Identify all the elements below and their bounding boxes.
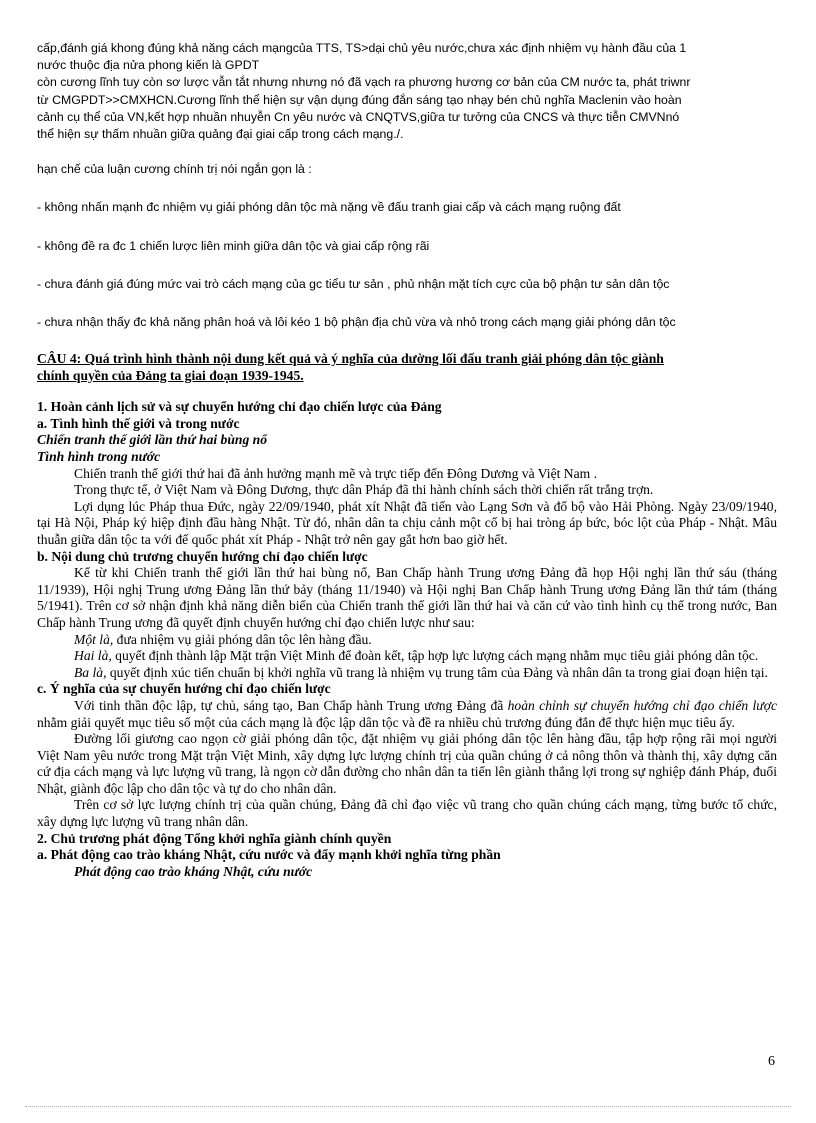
text-run: nhằm giải quyết mục tiêu số một của cách mạng là độc lập dân tộc và đề ra nhiều chủ trương đúng đắn để thực hiện mục tiêu ấy. xyxy=(37,714,735,730)
body-paragraph: Trong thực tế, ở Việt Nam và Đông Dương, thực dân Pháp đã thi hành chính sách thời chiến rất trắng trợn. xyxy=(74,482,654,498)
body-paragraph: Chiến tranh thế giới thứ hai đã ảnh hưởng mạnh mẽ và trực tiếp đến Đông Dương và Việt Nam . xyxy=(74,465,597,481)
list-item xyxy=(37,665,777,682)
body-paragraph: Lợi dụng lúc Pháp thua Đức, ngày 22/09/1940, phát xít Nhật đã tiến vào Lạng Sơn và đổ bộ vào Hải Phòng. Ngày 23/09/1940, tại Hà Nội, Pháp ký hiệp định đầu hàng Nhật. Từ đó, nhân dân ta chịu cảnh một cổ bị hai tròng áp bức, bóc lột của Pháp - Nhật. Mâu thuẫn giữa dân tộc ta với đế quốc phát xít Pháp - Nhật trở nên gay gắt hơn bao giờ hết. xyxy=(37,498,777,547)
limits-heading: hạn chế của luận cương chính trị nói ngắn gọn là : xyxy=(37,162,312,177)
body-paragraph xyxy=(37,698,777,731)
section-1 xyxy=(37,399,777,880)
body-paragraph: Kể từ khi Chiến tranh thế giới lần thứ hai bùng nổ, Ban Chấp hành Trung ương Đảng đã họp Hội nghị lần thứ sáu (tháng 11/1939), Hội nghị Trung ương Đảng lần thứ bảy (tháng 11/1940) và Hội nghị Ban Chấp hành Trung ương Đảng lần thứ tám (tháng 5/1941). Trên cơ sở nhận định khả năng diễn biến của Chiến tranh thế giới lần thứ hai và căn cứ vào tình hình cụ thể trong nước, Ban Chấp hành Trung ương đã quyết định chuyển hướng chỉ đạo chiến lược như sau: xyxy=(37,565,777,630)
page-number: 6 xyxy=(768,1054,775,1069)
list-text: đưa nhiệm vụ giải phóng dân tộc lên hàng đầu. xyxy=(113,631,372,647)
list-lead: Ba là, xyxy=(74,664,107,680)
limit-item: - chưa nhận thấy đc khả năng phân hoá và lôi kéo 1 bộ phận địa chủ vừa và nhỏ trong cách mạng giải phóng dân tộc xyxy=(37,315,676,330)
intro-line: cảnh cụ thể của VN,kết hợp nhuần nhuyễn Cn yêu nước và CNQTVS,giữa tư tưởng của CNCS và thực tiễn CMVNnó xyxy=(37,109,680,124)
text-run: Với tinh thần độc lập, tự chủ, sáng tạo, Ban Chấp hành Trung ương Đảng đã xyxy=(74,697,508,713)
question-4-line: CÂU 4: Quá trình hình thành nội dung kết quả và ý nghĩa của dường lối đấu tranh giải phóng dân tộc giành xyxy=(37,351,664,367)
section-1a-title: a. Tình hình thế giới và trong nước xyxy=(37,415,240,431)
list-item xyxy=(37,648,777,665)
list-text: quyết định xúc tiến chuẩn bị khởi nghĩa vũ trang là nhiệm vụ trung tâm của Đảng và nhân dân ta trong giai đoạn hiện tại. xyxy=(106,664,768,680)
intro-line: nước thuộc địa nửa phong kiến là GPDT xyxy=(37,58,260,73)
list-lead: Một là, xyxy=(74,631,114,647)
intro-line: cấp,đánh giá khong đúng khả năng cách mạngcủa TTS, TS>dại chủ yêu nước,chưa xác định nhiệm vụ hành đầu của 1 xyxy=(37,41,687,55)
intro-line: thể hiện sự thấm nhuần giữa quảng đại giai cấp trong cách mạng./. xyxy=(37,127,404,142)
section-1-title: 1. Hoàn cảnh lịch sử và sự chuyển hướng chỉ đạo chiến lược của Đảng xyxy=(37,399,442,415)
section-1b-title: b. Nội dung chủ trương chuyển hướng chỉ đạo chiến lược xyxy=(37,548,368,564)
footer-divider xyxy=(25,1106,791,1107)
limit-item: - chưa đánh giá đúng mức vai trò cách mạng của gc tiểu tư sản , phủ nhận mặt tích cực của bộ phận tư sản dân tộc xyxy=(37,276,670,291)
section-1c-title: c. Ý nghĩa của sự chuyển hướng chỉ đạo chiến lược xyxy=(37,681,331,697)
document-page xyxy=(37,40,777,880)
question-4-heading xyxy=(37,351,777,384)
intro-paragraph xyxy=(37,40,777,143)
limit-item: - không đề ra đc 1 chiến lược liên minh giữa dân tộc và giai cấp rộng rãi xyxy=(37,238,430,253)
section-2-title: 2. Chủ trương phát động Tổng khởi nghĩa giành chính quyền xyxy=(37,830,392,846)
body-paragraph: Đường lối giương cao ngọn cờ giải phóng dân tộc, đặt nhiệm vụ giải phóng dân tộc lên hàng đầu, tập hợp rộng rãi mọi người Việt Nam yêu nước trong Mặt trận Việt Minh, xây dựng lực lượng chính trị của quần chúng ở cả nông thôn và thành thị, xây dựng căn cứ địa cách mạng và lực lượng vũ trang, là ngọn cờ dẫn đường cho nhân dân ta tiến lên giành thắng lợi trong sự nghiệp đánh Pháp, đuổi Nhật, giành độc lập cho dân tộc và tự do cho nhân dân. xyxy=(37,731,777,796)
section-1a-subheading: Tình hình trong nước xyxy=(37,449,161,465)
body-paragraph: Trên cơ sở lực lượng chính trị của quần chúng, Đảng đã chỉ đạo việc vũ trang cho quần chúng cách mạng, từng bước tổ chức, xây dựng lực lượng vũ trang nhân dân. xyxy=(37,797,777,830)
list-text: quyết định thành lập Mặt trận Việt Minh để đoàn kết, tập hợp lực lượng cách mạng nhằm mục tiêu giải phóng dân tộc. xyxy=(111,648,759,664)
section-2a-title: a. Phát động cao trào kháng Nhật, cứu nước và đẩy mạnh khởi nghĩa từng phần xyxy=(37,847,501,863)
emphasis-run: hoàn chỉnh sự chuyển hướng chỉ đạo chiến lược xyxy=(507,697,777,713)
intro-line: còn cương lĩnh tuy còn sơ lược vẫn tắt nhưng nhưng nó đã vạch ra phương hương cơ bản của CM nước ta, phát triwnr xyxy=(37,75,691,90)
list-lead: Hai là, xyxy=(74,648,112,664)
section-2a-subheading: Phát động cao trào kháng Nhật, cứu nước xyxy=(74,863,313,879)
intro-line: từ CMGPDT>>CMXHCN.Cương lĩnh thể hiện sự vận dụng đúng đắn sáng tạo nhạy bén chủ nghĩa Maclenin vào hoàn xyxy=(37,92,682,107)
list-item xyxy=(37,632,777,649)
section-1a-subheading: Chiến tranh thế giới lần thứ hai bùng nổ xyxy=(37,432,268,448)
question-4-line: chính quyền của Đảng ta giai đoạn 1939-1945. xyxy=(37,367,304,383)
limit-item: - không nhấn mạnh đc nhiệm vụ giải phóng dân tộc mà nặng về đấu tranh giai cấp và cách mạng ruộng đất xyxy=(37,200,621,215)
